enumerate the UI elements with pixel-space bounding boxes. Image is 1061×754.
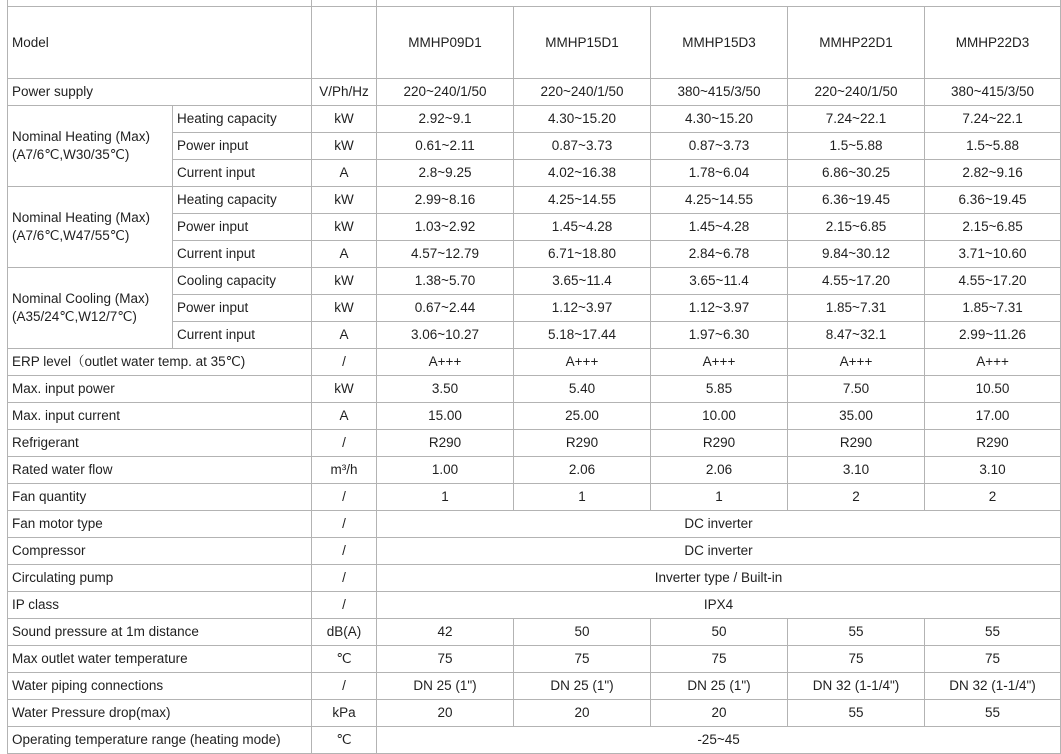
model-name: MMHP15D1 — [514, 7, 651, 79]
value-cell: 15.00 — [377, 403, 514, 430]
value-cell: 1.45~4.28 — [514, 214, 651, 241]
value-cell: 4.57~12.79 — [377, 241, 514, 268]
spec-table-body — [8, 0, 1061, 754]
spec-row — [8, 511, 1061, 538]
value-cell: 75 — [514, 646, 651, 673]
unit-cell: / — [312, 484, 377, 511]
row-label: Operating temperature range (heating mode) — [8, 727, 312, 754]
unit-cell: / — [312, 592, 377, 619]
value-cell: A+++ — [788, 349, 925, 376]
group-row — [8, 106, 1061, 133]
sub-row-label: Current input — [173, 241, 312, 268]
value-cell: 4.25~14.55 — [514, 187, 651, 214]
group-title-line: (A7/6℃,W47/55℃) — [12, 228, 130, 243]
unit-cell: kW — [312, 133, 377, 160]
unit-cell: / — [312, 349, 377, 376]
value-cell: A+++ — [925, 349, 1061, 376]
spec-row — [8, 592, 1061, 619]
value-cell: 380~415/3/50 — [651, 79, 788, 106]
unit-cell: / — [312, 565, 377, 592]
spec-row — [8, 565, 1061, 592]
value-cell: 1.38~5.70 — [377, 268, 514, 295]
value-cell: 0.87~3.73 — [514, 133, 651, 160]
value-cell: 50 — [514, 619, 651, 646]
spec-row — [8, 646, 1061, 673]
unit-cell: ℃ — [312, 646, 377, 673]
group-title — [8, 268, 173, 349]
value-cell: 20 — [651, 700, 788, 727]
spec-row — [8, 727, 1061, 754]
unit-cell: m³/h — [312, 457, 377, 484]
value-cell: R290 — [788, 430, 925, 457]
merged-value-cell: Inverter type / Built-in — [377, 565, 1061, 592]
unit-cell: / — [312, 511, 377, 538]
value-cell: 2.84~6.78 — [651, 241, 788, 268]
value-cell: A+++ — [377, 349, 514, 376]
unit-cell: kW — [312, 268, 377, 295]
value-cell: 3.06~10.27 — [377, 322, 514, 349]
value-cell: 4.02~16.38 — [514, 160, 651, 187]
value-cell: 2.06 — [514, 457, 651, 484]
value-cell: 3.65~11.4 — [514, 268, 651, 295]
sub-row-label: Current input — [173, 160, 312, 187]
value-cell: 20 — [377, 700, 514, 727]
sub-row-label: Power input — [173, 295, 312, 322]
value-cell: 2.06 — [651, 457, 788, 484]
sub-row-label: Power input — [173, 214, 312, 241]
header-row — [8, 7, 1061, 79]
model-name: MMHP15D3 — [651, 7, 788, 79]
model-name: MMHP22D1 — [788, 7, 925, 79]
value-cell: 1.78~6.04 — [651, 160, 788, 187]
unit-cell: kW — [312, 295, 377, 322]
value-cell: 75 — [651, 646, 788, 673]
value-cell: 75 — [925, 646, 1061, 673]
value-cell: 25.00 — [514, 403, 651, 430]
row-label: Fan quantity — [8, 484, 312, 511]
row-label: Water piping connections — [8, 673, 312, 700]
value-cell: 55 — [925, 619, 1061, 646]
value-cell: 2.99~11.26 — [925, 322, 1061, 349]
value-cell: 6.36~19.45 — [925, 187, 1061, 214]
spec-row — [8, 376, 1061, 403]
value-cell: 220~240/1/50 — [514, 79, 651, 106]
value-cell: 2.15~6.85 — [925, 214, 1061, 241]
group-title-line: (A35/24℃,W12/7℃) — [12, 309, 137, 324]
row-label: Refrigerant — [8, 430, 312, 457]
value-cell: 1.03~2.92 — [377, 214, 514, 241]
value-cell: 7.24~22.1 — [788, 106, 925, 133]
row-label: Compressor — [8, 538, 312, 565]
value-cell: 3.50 — [377, 376, 514, 403]
value-cell: 9.84~30.12 — [788, 241, 925, 268]
row-label: Sound pressure at 1m distance — [8, 619, 312, 646]
value-cell: 10.50 — [925, 376, 1061, 403]
value-cell: 75 — [377, 646, 514, 673]
unit-cell: kW — [312, 187, 377, 214]
unit-cell: ℃ — [312, 727, 377, 754]
value-cell: DN 32 (1-1/4") — [788, 673, 925, 700]
value-cell: 35.00 — [788, 403, 925, 430]
value-cell: 1.85~7.31 — [925, 295, 1061, 322]
value-cell: 7.24~22.1 — [925, 106, 1061, 133]
value-cell: 8.47~32.1 — [788, 322, 925, 349]
model-name: MMHP09D1 — [377, 7, 514, 79]
value-cell: A+++ — [651, 349, 788, 376]
value-cell: 7.50 — [788, 376, 925, 403]
row-label: Max. input power — [8, 376, 312, 403]
value-cell: 2.8~9.25 — [377, 160, 514, 187]
value-cell: 6.86~30.25 — [788, 160, 925, 187]
value-cell: 220~240/1/50 — [377, 79, 514, 106]
value-cell: 4.55~17.20 — [925, 268, 1061, 295]
value-cell: 1 — [377, 484, 514, 511]
row-label: Fan motor type — [8, 511, 312, 538]
value-cell: R290 — [377, 430, 514, 457]
value-cell: R290 — [651, 430, 788, 457]
value-cell: 17.00 — [925, 403, 1061, 430]
value-cell: 55 — [788, 619, 925, 646]
value-cell: 6.71~18.80 — [514, 241, 651, 268]
value-cell: 220~240/1/50 — [788, 79, 925, 106]
merged-value-cell: -25~45 — [377, 727, 1061, 754]
value-cell: DN 25 (1") — [514, 673, 651, 700]
value-cell: 55 — [788, 700, 925, 727]
value-cell: 10.00 — [651, 403, 788, 430]
sub-row-label: Cooling capacity — [173, 268, 312, 295]
group-title-line: (A7/6℃,W30/35℃) — [12, 147, 130, 162]
value-cell: 50 — [651, 619, 788, 646]
group-row — [8, 268, 1061, 295]
value-cell: 4.30~15.20 — [651, 106, 788, 133]
value-cell: 4.55~17.20 — [788, 268, 925, 295]
group-title — [8, 187, 173, 268]
unit-header-cell — [312, 7, 377, 79]
spec-row — [8, 700, 1061, 727]
value-cell: 3.10 — [788, 457, 925, 484]
merged-value-cell: DC inverter — [377, 511, 1061, 538]
value-cell: 2.92~9.1 — [377, 106, 514, 133]
spec-row — [8, 430, 1061, 457]
value-cell: R290 — [514, 430, 651, 457]
merged-value-cell: IPX4 — [377, 592, 1061, 619]
value-cell: 1.85~7.31 — [788, 295, 925, 322]
group-title-line: Nominal Heating (Max) — [12, 210, 151, 225]
value-cell: 4.30~15.20 — [514, 106, 651, 133]
unit-cell: A — [312, 160, 377, 187]
spec-row — [8, 538, 1061, 565]
value-cell: 5.18~17.44 — [514, 322, 651, 349]
row-label: Max. input current — [8, 403, 312, 430]
unit-cell: A — [312, 241, 377, 268]
row-label: ERP level（outlet water temp. at 35℃) — [8, 349, 312, 376]
value-cell: DN 25 (1") — [377, 673, 514, 700]
unit-cell: kW — [312, 214, 377, 241]
group-title-line: Nominal Heating (Max) — [12, 129, 151, 144]
value-cell: R290 — [925, 430, 1061, 457]
spec-row — [8, 673, 1061, 700]
value-cell: 3.65~11.4 — [651, 268, 788, 295]
sub-row-label: Heating capacity — [173, 106, 312, 133]
value-cell: 1.45~4.28 — [651, 214, 788, 241]
unit-cell: / — [312, 430, 377, 457]
unit-cell: kW — [312, 106, 377, 133]
spec-row — [8, 484, 1061, 511]
value-cell: 0.87~3.73 — [651, 133, 788, 160]
value-cell: A+++ — [514, 349, 651, 376]
unit-cell: / — [312, 673, 377, 700]
row-label: Circulating pump — [8, 565, 312, 592]
value-cell: 20 — [514, 700, 651, 727]
value-cell: 1.00 — [377, 457, 514, 484]
value-cell: 2 — [788, 484, 925, 511]
value-cell: 3.10 — [925, 457, 1061, 484]
value-cell: 0.67~2.44 — [377, 295, 514, 322]
value-cell: 2.15~6.85 — [788, 214, 925, 241]
value-cell: 1.12~3.97 — [514, 295, 651, 322]
value-cell: 0.61~2.11 — [377, 133, 514, 160]
unit-cell: A — [312, 322, 377, 349]
spec-row — [8, 457, 1061, 484]
value-cell: 1.97~6.30 — [651, 322, 788, 349]
row-label: Max outlet water temperature — [8, 646, 312, 673]
row-label: IP class — [8, 592, 312, 619]
sub-row-label: Heating capacity — [173, 187, 312, 214]
row-label: Power supply — [8, 79, 312, 106]
unit-cell: dB(A) — [312, 619, 377, 646]
value-cell: 4.25~14.55 — [651, 187, 788, 214]
unit-cell: / — [312, 538, 377, 565]
spec-row — [8, 619, 1061, 646]
value-cell: 42 — [377, 619, 514, 646]
value-cell: 2.99~8.16 — [377, 187, 514, 214]
row-label: Rated water flow — [8, 457, 312, 484]
value-cell: DN 32 (1-1/4") — [925, 673, 1061, 700]
model-header-label: Model — [8, 7, 312, 79]
sub-row-label: Current input — [173, 322, 312, 349]
power-supply-row — [8, 79, 1061, 106]
group-title — [8, 106, 173, 187]
model-name: MMHP22D3 — [925, 7, 1061, 79]
value-cell: 55 — [925, 700, 1061, 727]
unit-cell: V/Ph/Hz — [312, 79, 377, 106]
value-cell: 380~415/3/50 — [925, 79, 1061, 106]
value-cell: 3.71~10.60 — [925, 241, 1061, 268]
spec-row — [8, 403, 1061, 430]
value-cell: 5.40 — [514, 376, 651, 403]
unit-cell: kW — [312, 376, 377, 403]
spec-table — [7, 0, 1061, 754]
group-title-line: Nominal Cooling (Max) — [12, 291, 150, 306]
value-cell: 2.82~9.16 — [925, 160, 1061, 187]
sub-row-label: Power input — [173, 133, 312, 160]
value-cell: 1.12~3.97 — [651, 295, 788, 322]
unit-cell: A — [312, 403, 377, 430]
value-cell: 5.85 — [651, 376, 788, 403]
unit-cell: kPa — [312, 700, 377, 727]
spec-row — [8, 349, 1061, 376]
value-cell: 1 — [514, 484, 651, 511]
value-cell: 2 — [925, 484, 1061, 511]
merged-value-cell: DC inverter — [377, 538, 1061, 565]
value-cell: 1 — [651, 484, 788, 511]
value-cell: 6.36~19.45 — [788, 187, 925, 214]
row-label: Water Pressure drop(max) — [8, 700, 312, 727]
value-cell: 75 — [788, 646, 925, 673]
value-cell: 1.5~5.88 — [788, 133, 925, 160]
value-cell: DN 25 (1") — [651, 673, 788, 700]
value-cell: 1.5~5.88 — [925, 133, 1061, 160]
group-row — [8, 187, 1061, 214]
